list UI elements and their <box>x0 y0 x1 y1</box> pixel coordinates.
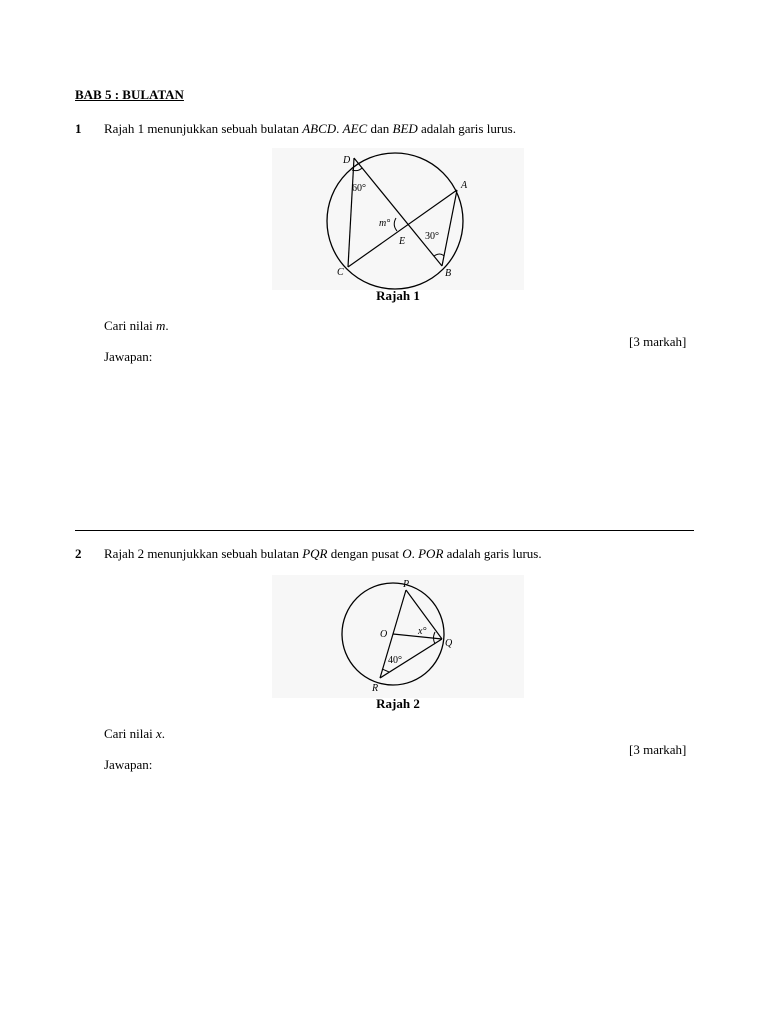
label-c: C <box>337 267 344 278</box>
angle-label-40: 40° <box>388 655 402 666</box>
circle-diagram-1 <box>272 148 524 290</box>
question-2-ask <box>104 726 165 742</box>
question-2-ask-part: Cari nilai <box>104 726 156 741</box>
figure-1-caption: Rajah 1 <box>376 288 420 303</box>
label-o: O <box>380 629 388 640</box>
label-r: R <box>372 683 379 694</box>
angle-label-30: 30° <box>425 231 439 242</box>
angle-arc-e <box>394 218 397 231</box>
question-2-text-part: PQR <box>302 546 328 561</box>
question-1-ask-part: Cari nilai <box>104 318 156 333</box>
angle-arc-b <box>434 254 444 256</box>
label-a: A <box>461 180 468 191</box>
page-title: BAB 5 : BULATAN <box>75 87 184 102</box>
question-2-marks: [3 markah] <box>629 742 687 757</box>
angle-label-60: 60° <box>352 183 366 194</box>
question-2-number: 2 <box>75 546 82 561</box>
angle-label-m: m° <box>379 218 391 229</box>
question-1-text-part: AEC <box>342 121 368 136</box>
angle-arc-r <box>382 669 389 672</box>
label-b: B <box>445 268 452 279</box>
angle-label-x: x° <box>418 626 427 637</box>
question-1-answer-label: Jawapan: <box>104 349 153 364</box>
question-2-text <box>104 546 542 562</box>
question-1-ask-part: m <box>156 318 166 333</box>
question-1-marks: [3 markah] <box>629 334 687 349</box>
question-1-text-part: . <box>336 121 343 136</box>
circle-diagram-2 <box>272 575 524 698</box>
question-2-ask-part: x <box>156 726 162 741</box>
figure-2-caption: Rajah 2 <box>376 696 420 711</box>
question-1-text-part: BED <box>392 121 418 136</box>
question-2-text-part: dengan pusat <box>327 546 403 561</box>
question-1-text-part: ABCD <box>302 121 337 136</box>
label-d: D <box>343 155 351 166</box>
line-aec <box>348 190 457 267</box>
line-bed <box>354 158 442 266</box>
question-2-answer-label: Jawapan: <box>104 757 153 772</box>
figure-rajah-2 <box>272 575 524 698</box>
question-1-ask-part: . <box>165 318 169 333</box>
question-1-text-part: Rajah 1 menunjukkan sebuah bulatan <box>104 121 303 136</box>
question-2-ask-part: . <box>161 726 166 741</box>
question-2-text-part: . <box>411 546 419 561</box>
question-1-number: 1 <box>75 121 82 136</box>
line-dc <box>348 158 354 267</box>
question-1-text <box>104 121 516 137</box>
question-1-text-part: dan <box>367 121 393 136</box>
question-2-text-part: POR <box>418 546 444 561</box>
section-divider <box>75 530 694 531</box>
question-2-text-part: Rajah 2 menunjukkan sebuah bulatan <box>104 546 303 561</box>
figure-rajah-1 <box>272 148 524 290</box>
label-e: E <box>399 236 406 247</box>
label-q: Q <box>445 638 453 649</box>
label-p: P <box>403 579 410 590</box>
question-2-text-part: O <box>402 546 412 561</box>
question-2-text-part: adalah garis lurus. <box>443 546 542 561</box>
question-1-ask <box>104 318 169 334</box>
question-1-text-part: adalah garis lurus. <box>417 121 516 136</box>
